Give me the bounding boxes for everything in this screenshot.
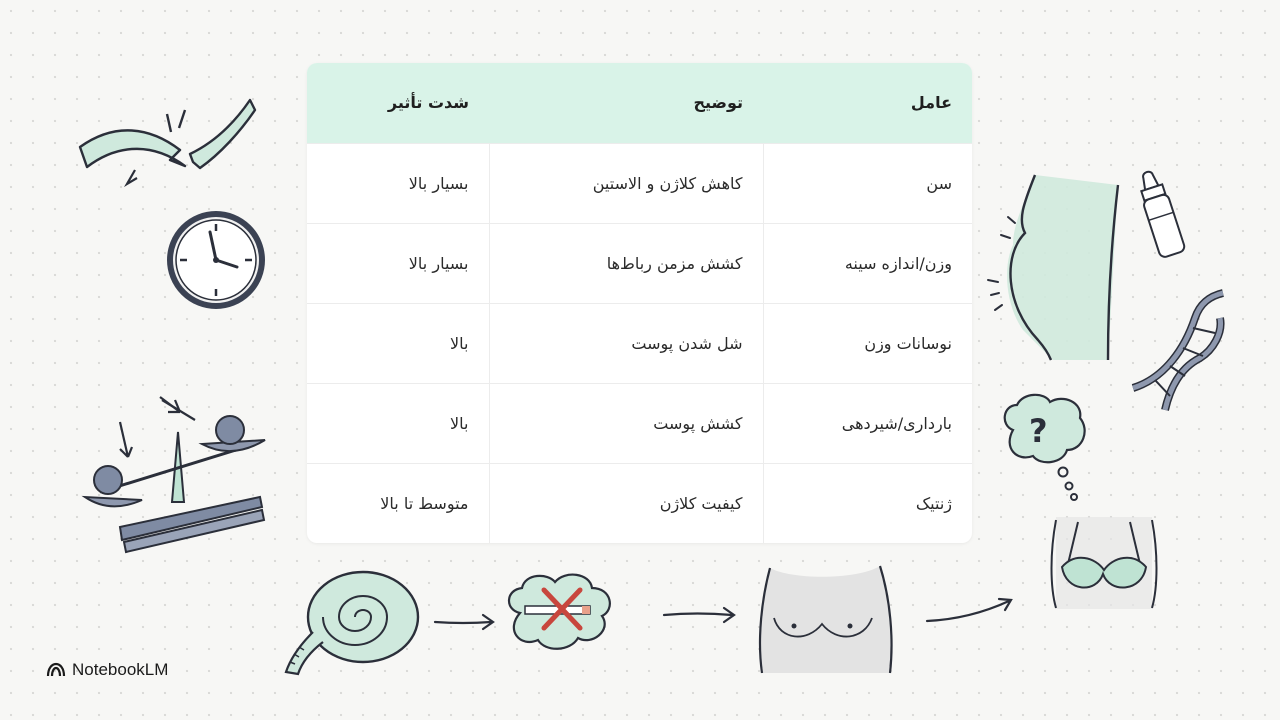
notebooklm-logo-icon [46, 662, 66, 678]
cell-severity: بالا [307, 303, 489, 383]
table-row [307, 383, 972, 463]
broken-band-icon [75, 92, 260, 187]
header-description: توضیح [693, 93, 743, 113]
balance-scale-icon [80, 392, 270, 557]
chest-icon [752, 558, 897, 676]
arrow-icon [433, 610, 498, 634]
arrow-icon [925, 595, 1017, 627]
dna-icon [1125, 288, 1230, 413]
factors-table [307, 63, 972, 543]
table-row [307, 463, 972, 543]
cell-description: کیفیت کلاژن [489, 463, 763, 543]
bra-icon [1048, 512, 1160, 612]
cell-severity: بسیار بالا [307, 143, 489, 223]
table-row [307, 223, 972, 303]
table-row [307, 303, 972, 383]
brand-name: NotebookLM [72, 660, 169, 679]
cell-severity: بالا [307, 383, 489, 463]
factors-table-card [307, 63, 972, 543]
table-row [307, 143, 972, 223]
cell-factor: بارداری/شیردهی [763, 383, 972, 463]
table-header-row [307, 63, 972, 143]
cell-factor: نوسانات وزن [763, 303, 972, 383]
arrow-icon [662, 603, 740, 627]
cell-description: شل شدن پوست [489, 303, 763, 383]
cell-factor: سن [763, 143, 972, 223]
cell-factor: ژنتیک [763, 463, 972, 543]
svg-text:?: ? [1029, 412, 1048, 450]
header-severity: شدت تأثیر [387, 93, 469, 113]
cell-description: کشش پوست [489, 383, 763, 463]
cell-description: کشش مزمن رباط‌ها [489, 223, 763, 303]
header-factor: عامل [910, 93, 952, 113]
pregnant-belly-icon [983, 165, 1123, 365]
clock-icon [165, 207, 269, 313]
baby-bottle-icon [1132, 168, 1192, 263]
cell-description: کاهش کلاژن و الاستین [489, 143, 763, 223]
brand [46, 660, 168, 680]
question-bubble-icon [995, 390, 1090, 505]
cell-severity: متوسط تا بالا [307, 463, 489, 543]
no-smoking-cloud-icon [500, 568, 620, 654]
measuring-tape-icon [278, 562, 428, 677]
cell-severity: بسیار بالا [307, 223, 489, 303]
cell-factor: وزن/اندازه سینه [763, 223, 972, 303]
